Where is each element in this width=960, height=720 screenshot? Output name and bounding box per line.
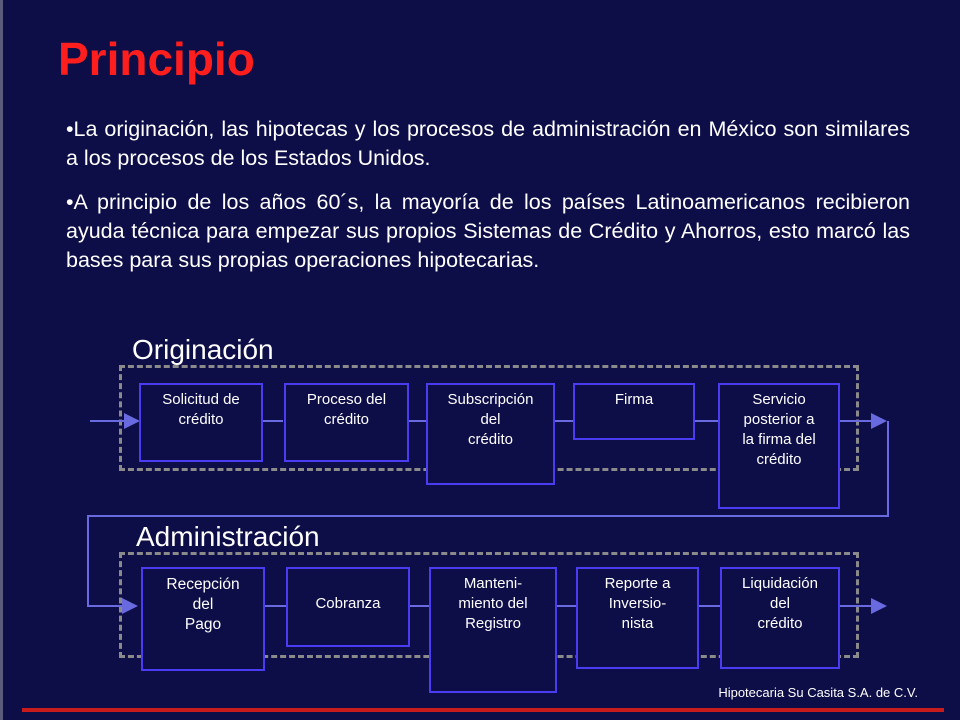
step-subscripcion-credito — [426, 383, 555, 485]
step-reporte-inversionista — [576, 567, 699, 669]
step-label: Firma — [614, 391, 654, 408]
step-label: Subscripción del crédito — [447, 391, 534, 448]
step-servicio-posterior — [718, 383, 840, 509]
step-label: Cobranza — [315, 595, 381, 612]
step-solicitud-credito — [139, 383, 263, 462]
step-cobranza — [286, 567, 410, 647]
step-label: Servicio posterior a la firma del crédito — [742, 391, 816, 468]
step-label: Solicitud de crédito — [162, 391, 240, 428]
bullet-item: •La originación, las hipotecas y los procesos de administración en México son similares a los procesos de los Estados Unidos. — [66, 117, 910, 170]
step-label: Reporte a Inversio- nista — [604, 575, 671, 632]
step-label: Proceso del crédito — [306, 391, 387, 428]
step-liquidacion-credito — [720, 567, 840, 669]
administration-label: Administración — [136, 521, 320, 552]
step-label: Liquidación del crédito — [742, 575, 818, 632]
slide-title: Principio — [58, 33, 255, 85]
step-proceso-credito — [284, 383, 409, 462]
origination-label: Originación — [132, 334, 274, 365]
footer-bar — [22, 708, 944, 712]
step-label: Recepción del Pago — [166, 576, 240, 633]
footer-company: Hipotecaria Su Casita S.A. de C.V. — [718, 685, 918, 700]
step-mantenimiento-registro — [429, 567, 557, 693]
step-label: Manteni- miento del Registro — [458, 575, 528, 632]
bullet-item: •A principio de los años 60´s, la mayoría de los países Latinoamericanos recibieron ayuda técnica para empezar sus propios Sistemas de Crédito y Ahorros, esto marcó las bases para sus propias operaciones hipotecarias. — [66, 190, 910, 272]
step-firma — [573, 383, 695, 440]
step-recepcion-pago — [141, 567, 265, 671]
